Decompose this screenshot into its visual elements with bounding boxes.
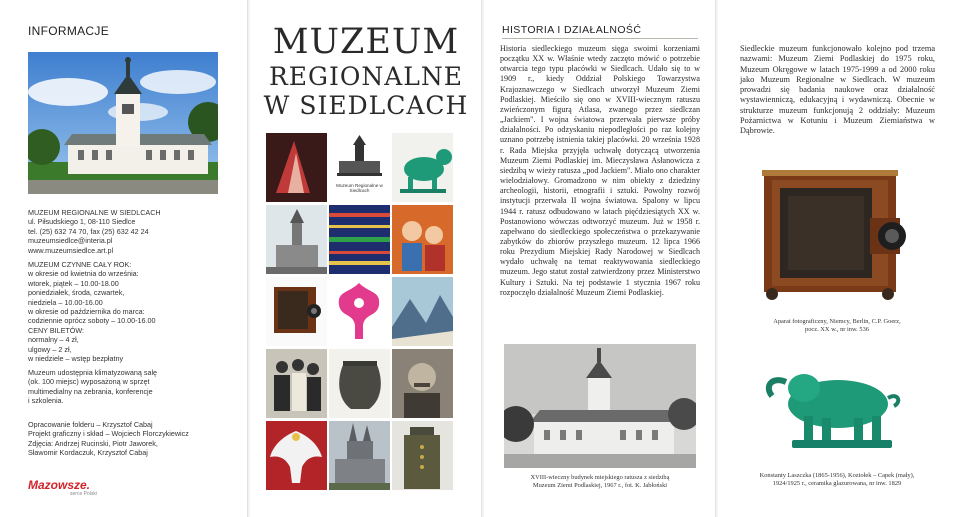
portrait-tile: [392, 349, 453, 418]
caption-line: Muzeum Ziemi Podlaskiej, 1967 r., fot. K. Jabłoński: [532, 482, 668, 489]
hall-line: Muzeum udostępnia klimatyzowaną salę: [28, 368, 158, 377]
info-heading: INFORMACJE: [28, 24, 109, 38]
museum-names-text: Siedleckie muzeum funkcjonowało kolejno pod trzema nazwami: Muzeum Ziemi Podlaskiej do 1975 roku, Muzeum Okręgowe w latach 1975-1999 a od 2000 roku jako Muzeum Regionalne w Siedlcach. W muzeum prowadzi się badania naukowe oraz działalność wystawienniczą, edukacyjną i wydawniczą. Obecnie w strukturze muzeum funkcjonują 2 oddziały: Muzeum Pożarnictwa w Kotuniu i Muzeum Ziemiaństwa w Dąbrowie.: [740, 44, 935, 136]
hours-line: poniedziałek, środa, czwartek,: [28, 288, 125, 298]
mazowsze-logo-subtitle: serce Polski: [70, 491, 97, 497]
caption-line: XVIII-wieczny budynek miejskiego ratusza z siedzibą: [530, 474, 670, 481]
family-photo-tile: [266, 349, 327, 418]
contact-block: [28, 208, 228, 255]
contact-line: tel. (25) 632 74 70, fax (25) 632 42 24: [28, 226, 149, 236]
church-tile: [266, 205, 327, 274]
caption-line: Aparat fotograficzny, Niemcy, Berlin, C.P. Goerz,: [773, 318, 901, 325]
folk-painting-tile: [392, 205, 453, 274]
uniform-tile: [392, 421, 453, 490]
collections-panel: [718, 0, 955, 517]
prices-line: w niedziele – wstęp bezpłatny: [28, 354, 124, 364]
credits-line: Opracowanie folderu – Krzysztof Cabaj: [28, 420, 153, 429]
hours-line: w okresie od października do marca:: [28, 307, 145, 317]
ticket-prices: [28, 326, 228, 364]
painting-tile: [266, 133, 327, 202]
history-panel: [484, 0, 716, 517]
cover-panel: [250, 0, 482, 517]
hall-line: multimedialny na zebrania, konferencje: [28, 386, 153, 396]
textile-tile: [329, 205, 390, 274]
historic-town-hall-photo: [504, 344, 696, 468]
caption-line: 1924/1925 r., ceramika glazurowana, nr inw. 1829: [772, 480, 902, 487]
history-body-text: Historia siedleckiego muzeum sięga swoimi korzeniami początku XX w. Właśnie wtedy zaczęto mówić o potrzebie otwarcia tego typu placówki w Siedlcach. Udało się to w 1909 r., kiedy Oddział Polskiego Towarzystwa Krajoznawczego w Siedlcach utworzył Muzeum Ziemi Podlaskiej. Mieściło się ono w XVIII-wiecznym ratuszu zwieńczonym figurą Atlasa, zwanego przez siedlczan „Jackiem". I wojna światowa przerwała pierwsze próby działalności. Po odzyskaniu niepodległości po raz kolejny uznano potrzebę istnienia takiej placówki. 20 września 1928 r. Rada Miejska przyjęła uchwałę dotyczącą utworzenia Muzeum Ziemi Podlaskiej im. Mieczysława Asłanowicza z siedzibą w wieży ratusza „pod Jackiem". Miało ono charakter wielodziałowy. Gromadzono w nim obiekty z dziedziny archeologii, historii, etnografii i sztuki. Powolny rozwój instytucji przerwała II wojna światowa. Spalony w lipcu 1944 r. ratusz odbudowano w latach pięćdziesiątych XX w. Postanowiono wówczas odtworzyć muzeum. Już w 1958 r. zapełwano do siedleckiego społeczeństwa o przekazywanie zabytków do zbiorów przyszłego muzeum. 12 lipca 1966 roku Prezydium Miejskiej Rady Narodowej w Siedlcach wydało uchwałę na temat reaktywowania siedleckiego muzeum. Jego statut został zatwierdzony przez Ministerstwo Kultury i Sztuki. Na tej podstawie 1 stycznia 1967 roku rozpoczęło działalność Muzeum Ziemi Podlaskiej.: [500, 44, 700, 297]
camera-tile: [266, 277, 327, 346]
camera-photo: [752, 160, 922, 310]
contact-email[interactable]: muzeumsiedlce@interia.pl: [28, 236, 113, 246]
paper-cutout-tile: [329, 277, 390, 346]
credits-line: Zdjęcia: Andrzej Rucinski, Piotr Jaworek,: [28, 438, 158, 448]
museum-logo-tile: [329, 133, 390, 202]
mazowsze-logo: Mazowsze.: [28, 478, 91, 492]
camera-caption: [738, 318, 936, 334]
goat-figurine-tile: [392, 133, 453, 202]
heading-divider: [502, 38, 698, 39]
cover-title-line: W SIEDLCACH: [263, 91, 469, 120]
town-hall-caption: [498, 474, 702, 490]
goat-sculpture-photo: [742, 342, 934, 462]
hours-line: w okresie od kwietnia do września:: [28, 269, 139, 279]
landscape-painting-tile: [392, 277, 453, 346]
opening-hours: [28, 260, 228, 326]
prices-line: ulgowy – 2 zł,: [28, 344, 72, 354]
pottery-tile: [329, 349, 390, 418]
goat-caption: [732, 472, 942, 488]
contact-website[interactable]: www.muzeumsiedlce.art.pl: [28, 245, 114, 255]
prices-line: CENY BILETÓW:: [28, 326, 85, 335]
cover-title-line: MUZEUM: [272, 22, 460, 62]
prices-line: normalny – 4 zł,: [28, 335, 79, 345]
eagle-emblem-tile: [266, 421, 327, 490]
conference-hall-info: [28, 368, 228, 406]
info-panel: [0, 0, 248, 517]
history-heading: HISTORIA I DZIAŁALNOŚĆ: [502, 24, 642, 36]
hours-line: MUZEUM CZYNNE CAŁY ROK:: [28, 260, 132, 269]
town-hall-photo: [28, 52, 218, 194]
hours-line: codziennie oprócz soboty – 10.00-16.00: [28, 316, 156, 326]
hours-line: wtorek, piątek – 10.00-18.00: [28, 278, 119, 288]
hours-line: niedziela – 10.00-16.00: [28, 297, 103, 307]
contact-line: ul. Piłsudskiego 1, 08-110 Siedlce: [28, 217, 136, 227]
hall-line: i szkolenia.: [28, 396, 64, 406]
credits: [28, 420, 228, 458]
credits-line: Sławomir Kordaczuk, Krzysztof Cabaj: [28, 448, 148, 458]
caption-line: Konstanty Laszczka (1865-1956), Koziołek – Capek (mały),: [759, 472, 915, 479]
credits-line: Projekt graficzny i skład – Wojciech Florczykiewicz: [28, 429, 189, 439]
caption-line: pocz. XX w., nr inw. 536: [805, 326, 869, 333]
contact-line: MUZEUM REGIONALNE W SIEDLCACH: [28, 208, 161, 217]
hall-line: (ok. 100 miejsc) wyposażoną w sprzęt: [28, 377, 150, 387]
cathedral-tile: [329, 421, 390, 490]
cover-title-line: REGIONALNE: [268, 62, 464, 91]
museum-logo-text: Muzeum Regionalne w Siedlcach: [336, 183, 383, 193]
